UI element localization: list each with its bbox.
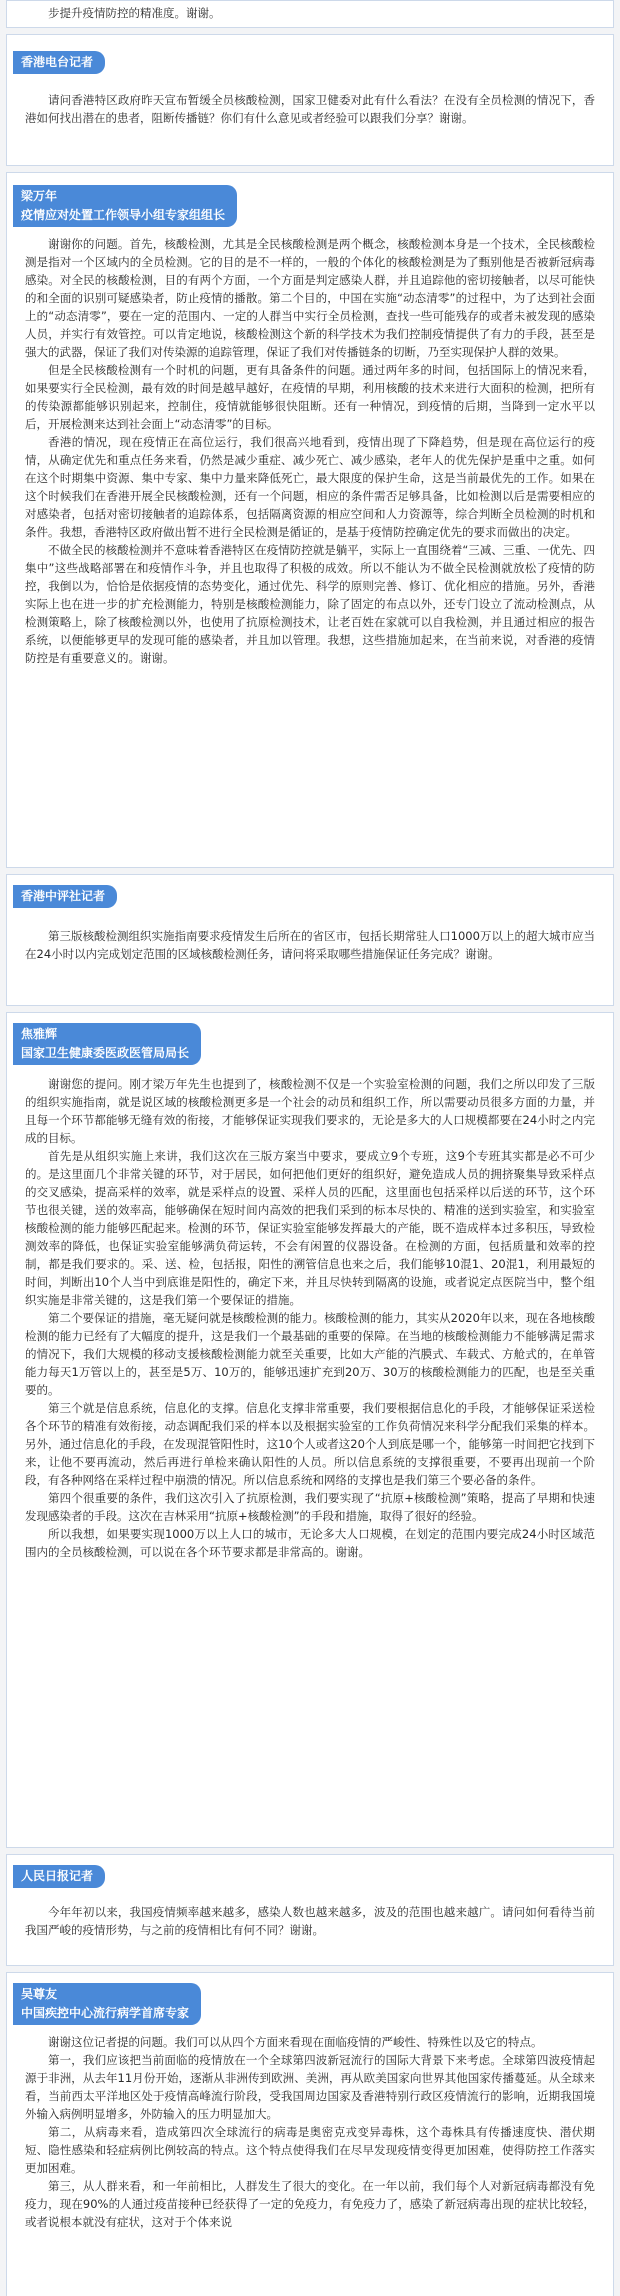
paragraph: 第二，从病毒来看，造成第四次全球流行的病毒是奥密克戎变异毒株，这个毒株具有传播速度快、潜伏期短、隐性感染和轻症病例比例较高的特点。这个特点使得我们在尽早发现疫情变得更加困难，使得防控工作落实更加困难。: [25, 2125, 595, 2175]
speaker-name: 香港电台记者: [21, 55, 94, 69]
speaker-label: [13, 1983, 201, 2025]
paragraph: 第一，我们应该把当前面临的疫情放在一个全球第四波新冠流行的国际大背景下来考虑。全球第四波疫情起源于非洲，从去年11月份开始，逐渐从非洲传到欧洲、美洲，再从欧美国家向世界其他国家传播蔓延。从全球来看，当前西太平洋地区处于疫情高峰流行阶段，受我国周边国家及香港特别行政区疫情流行的影响，近期我国境外输入病例明显增多，外防输入的压力明显加大。: [25, 2053, 595, 2121]
paragraph: 第二个要保证的措施，毫无疑问就是核酸检测的能力。核酸检测的能力，其实从2020年以来，现在各地核酸检测的能力已经有了大幅度的提升，这是我们一个最基础的重要的保障。在当地的核酸检测能力不能够满足需求的情况下，我们大规模的移动支援核酸检测能力就至关重要，比如大产能的汽膜式、车载式、方舱式的，在单管能力每天1万管以上的，甚至是5万、10万的，能够迅速扩充到20万、30万的核酸检测能力的匹配，也是至关重要的。: [25, 1311, 595, 1397]
paragraph: 请问香港特区政府昨天宣布暂缓全员核酸检测，国家卫健委对此有什么看法？在没有全员检测的情况下，香港如何找出潜在的患者，阻断传播链？你们有什么意见或者经验可以跟我们分享？谢谢。: [25, 93, 595, 125]
paragraph: 步提升疫情防控的精准度。谢谢。: [48, 6, 221, 20]
speaker-label: [13, 1865, 105, 1888]
qa-block-wu-zunyou: [6, 1972, 614, 2296]
speaker-role: 中国疾控中心流行病学首席专家: [21, 2006, 190, 2020]
qa-block-liang-wannian: [6, 172, 614, 868]
qa-block-hk-radio: [6, 34, 614, 166]
paragraph: 首先是从组织实施上来讲，我们这次在三版方案当中要求，要成立9个专班，这9个专班其实都是必不可少的。是这里面几个非常关键的环节，对于居民，如何把他们更好的组织好，避免造成人员的拥挤聚集导致采样点的交叉感染，提高采样的效率，就是采样点的设置、采样人员的匹配，这里面也包括采样以后送的环节，这个环节也很关键，送的效率高，能够确保在短时间内高效的把我们采到的标本尽快的、精准的送到实验室，和实验室核酸检测的能力能够匹配起来。检测的环节，保证实验室能够发挥最大的产能，既不造成样本过多积压，导致检测效率的降低，也保证实验室能够满负荷运转，不会有闲置的仪器设备。在检测的方面，包括质量和效率的控制，都是我们要求的。采、送、检，包括报，阳性的溯管信息也来之后，我们能够10混1、20混1，利用最短的时间，判断出10个人当中到底谁是阳性的，确定下来，并且尽快转到隔离的设施，或者说定点医院当中，整个组织实施是非常关键的，这是我们第一个要保证的措施。: [25, 1149, 595, 1307]
speaker-name: 吴尊友: [21, 1987, 58, 2001]
paragraph: 不做全民的核酸检测并不意味着香港特区在疫情防控就是躺平，实际上一直围绕着“三减、三重、一优先、四集中”这些战略部署在和疫情作斗争，并且也取得了积极的成效。所以不能认为不做全民检测就放松了疫情的防控，我倒以为，恰恰是依据疫情的态势变化，通过优先、科学的原则完善、修订、优化相应的措施。另外，香港实际上也在进一步的扩充检测能力，特别是核酸检测能力，除了固定的布点以外，还专门设立了流动检测点，从检测策略上，除了核酸检测以外，也使用了抗原检测技术，让老百姓在家就可以自我检测，并且通过相应的报告系统，以便能够更早的发现可能的感染者，并且加以管理。我想，这些措施加起来，在当前来说，对香港的疫情防控是有重要意义的。谢谢。: [25, 543, 595, 665]
speaker-name: 梁万年: [21, 189, 58, 203]
speaker-role: 疫情应对处置工作领导小组专家组组长: [21, 208, 226, 222]
paragraph: 谢谢这位记者提的问题。我们可以从四个方面来看现在面临疫情的严峻性、特殊性以及它的特点。: [48, 2035, 543, 2049]
qa-block-jiao-yahui: [6, 1012, 614, 1848]
speaker-name: 人民日报记者: [21, 1869, 94, 1883]
speaker-name: 香港中评社记者: [21, 889, 106, 903]
paragraph: 香港的情况，现在疫情正在高位运行，我们很高兴地看到，疫情出现了下降趋势，但是现在高位运行的疫情，从确定优先和重点任务来看，仍然是减少重症、减少死亡、减少感染，老年人的优先保护是重中之重。如何在这个时期集中资源、集中专家、集中力量来降低死亡，最大限度的保护生命，这是当前最优先的工作。如果在这个时候我们在香港开展全民核酸检测，还有一个问题，相应的条件需否足够具备，比如检测以后是需要相应的对感染者，包括对密切接触者的追踪体系，包括隔离资源的相应空间和人力资源等，综合判断全员检测的时机和条件。我想，香港特区政府做出暂不进行全民检测是循证的，是基于疫情防控确定优先的要求而做出的决定。: [25, 435, 595, 539]
paragraph: 第三版核酸检测组织实施指南要求疫情发生后所在的省区市，包括长期常驻人口1000万以上的超大城市应当在24小时以内完成划定范围的区域核酸检测任务，请问将采取哪些措施保证任务完成？谢谢。: [25, 929, 595, 961]
qa-block-crntt: [6, 874, 614, 1006]
speaker-label: [13, 885, 117, 908]
paragraph: 谢谢您的提问。刚才梁万年先生也提到了，核酸检测不仅是一个实验室检测的问题，我们之所以印发了三版的组织实施指南，就是说区域的核酸检测更多是一个社会的动员和组织工作，所以需要动员很多方面的力量，并且每一个环节都能够无缝有效的衔接，才能够保证实现我们要求的，无论是多大的人口规模都要在24小时之内完成的目标。: [25, 1077, 595, 1145]
paragraph: 谢谢你的问题。首先，核酸检测，尤其是全民核酸检测是两个概念，核酸检测本身是一个技术，全民核酸检测是指对一个区域内的全员检测。它的目的是不一样的，一般的个体化的核酸检测是为了甄别他是否被新冠病毒感染。对全民的核酸检测，目的有两个方面，一个方面是判定感染人群，并且追踪他的密切接触者，以尽可能快的和全面的识别可疑感染者，防止疫情的播散。第二个目的，中国在实施“动态清零”的过程中，为了达到社会面上的“动态清零”，要在一定的范围内、一定的人群当中实行全员检测，查找一些可能残存的或者未被发现的感染人员，并实行有效管控。可以肯定地说，核酸检测这个新的科学技术为我们控制疫情提供了有力的手段，甚至是强大的武器，保证了我们对传染源的追踪管理，保证了我们对传播链条的切断，乃至实现保护人群的效果。: [25, 237, 595, 359]
speaker-name: 焦雅辉: [21, 1027, 58, 1041]
qa-block-peoples-daily: [6, 1854, 614, 1966]
speaker-label: [13, 51, 105, 74]
paragraph: 第三，从人群来看，和一年前相比，人群发生了很大的变化。在一年以前，我们每个人对新冠病毒都没有免疫力，现在90%的人通过疫苗接种已经获得了一定的免疫力，有免疫力了，感染了新冠病毒出现的症状比较轻，或者说根本就没有症状，这对于个体来说: [25, 2179, 595, 2229]
speaker-role: 国家卫生健康委医政医管局局长: [21, 1046, 190, 1060]
paragraph: 第四个很重要的条件，我们这次引入了抗原检测，我们要实现了“抗原+核酸检测”策略，提高了早期和快速发现感染者的手段。这次在吉林采用“抗原+核酸检测”的手段和措施，取得了很好的经验。: [25, 1491, 595, 1523]
paragraph: 第三个就是信息系统，信息化的支撑。信息化支撑非常重要，我们要根据信息化的手段，才能够保证采送检各个环节的精准有效衔接，动态调配我们采的样本以及根据实验室的工作负荷情况来科学分配我们采集的样本。另外，通过信息化的手段，在发现混管阳性时，这10个人或者这20个人到底是哪一个，能够第一时间把它找到下来，让他不要再流动，然后再进行单检来确认阳性的人员。所以信息系统的支撑很重要，不要再出现前一个阶段，有各种网络在采样过程中崩溃的情况。所以信息系统和网络的支撑也是我们第三个要必备的条件。: [25, 1401, 595, 1487]
paragraph: 所以我想，如果要实现1000万以上人口的城市，无论多大人口规模，在划定的范围内要完成24小时区域范围内的全员核酸检测，可以说在各个环节要求都是非常高的。谢谢。: [25, 1527, 595, 1559]
speaker-label: [13, 185, 237, 227]
qa-block-top: [6, 0, 614, 28]
speaker-label: [13, 1023, 201, 1065]
paragraph: 今年年初以来，我国疫情频率越来越多，感染人数也越来越多，波及的范围也越来越广。请问如何看待当前我国严峻的疫情形势，与之前的疫情相比有何不同？谢谢。: [25, 1905, 595, 1937]
paragraph: 但是全民核酸检测有一个时机的问题，更有具备条件的问题。通过两年多的时间，包括国际上的情况来看，如果要实行全民检测，最有效的时间是越早越好，在疫情的早期，利用核酸的技术来进行大面积的检测，把所有的传染源都能够识别起来，控制住，疫情就能够很快阻断。还有一种情况，到疫情的后期，当降到一定水平以后，开展检测来达到社会面上“动态清零”的目标。: [25, 363, 595, 431]
